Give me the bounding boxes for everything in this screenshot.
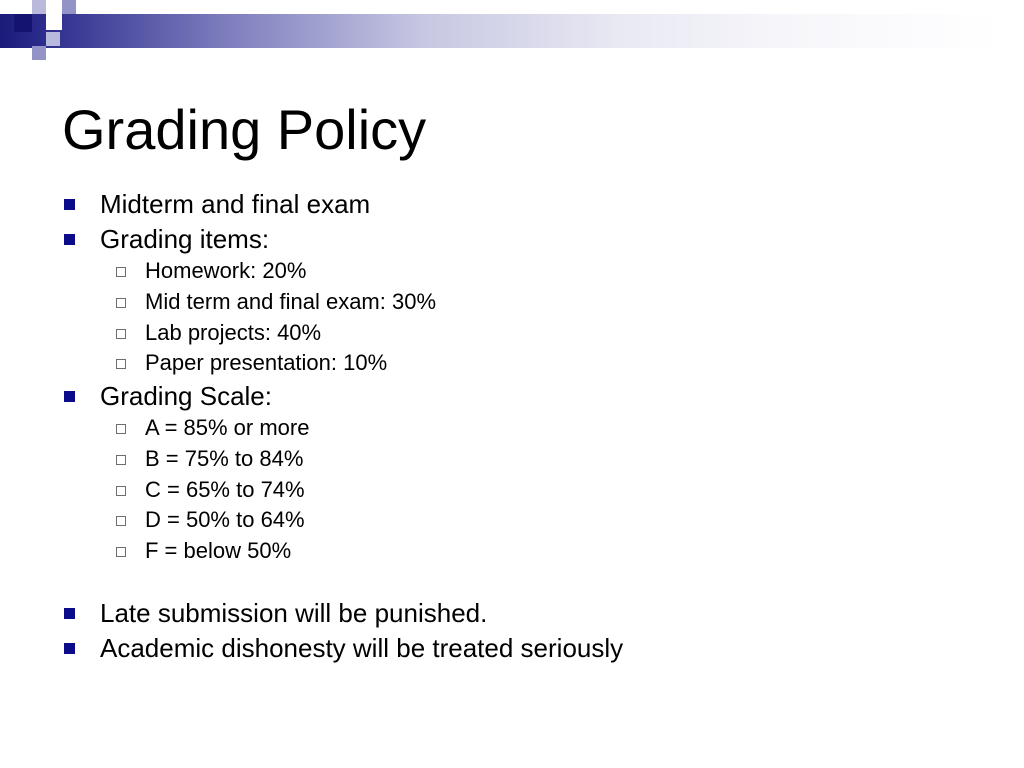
hollow-square-bullet-icon [116,267,126,277]
header-square-light [32,0,46,14]
header-square-mid [62,0,76,14]
list-subitem-text: Homework: 20% [145,258,307,283]
square-bullet-icon [64,643,75,654]
list-subitem-text: A = 85% or more [145,415,310,440]
header-square-bottom [32,46,46,60]
list-subitem-text: D = 50% to 64% [145,507,305,532]
page-title: Grading Policy [62,98,427,161]
list-subitem-text: Mid term and final exam: 30% [145,289,437,314]
hollow-square-bullet-icon [116,455,126,465]
list-item-text: Midterm and final exam [100,189,371,219]
list-item-text: Academic dishonesty will be treated seriously [100,633,624,663]
list-item-text: Grading Scale: [100,381,272,411]
list-subitem-text: Lab projects: 40% [145,320,322,345]
list-subitem-text: C = 65% to 74% [145,477,305,502]
list-subitem-text: B = 75% to 84% [145,446,304,471]
header-square-light-lower [46,32,60,46]
hollow-square-bullet-icon [116,516,126,526]
list-subitem-text: F = below 50% [145,538,292,563]
hollow-square-bullet-icon [116,359,126,369]
hollow-square-bullet-icon [116,424,126,434]
hollow-square-bullet-icon [116,329,126,339]
square-bullet-icon [64,391,75,402]
list-item-text: Late submission will be punished. [100,598,488,628]
list-item-text: Grading items: [100,224,270,254]
hollow-square-bullet-icon [116,298,126,308]
square-bullet-icon [64,234,75,245]
hollow-square-bullet-icon [116,547,126,557]
header-square-navy [14,14,32,32]
list-subitem-text: Paper presentation: 10% [145,350,388,375]
square-bullet-icon [64,199,75,210]
hollow-square-bullet-icon [116,486,126,496]
header-square-white [46,14,62,30]
header-gradient-band [0,14,1024,48]
square-bullet-icon [64,608,75,619]
